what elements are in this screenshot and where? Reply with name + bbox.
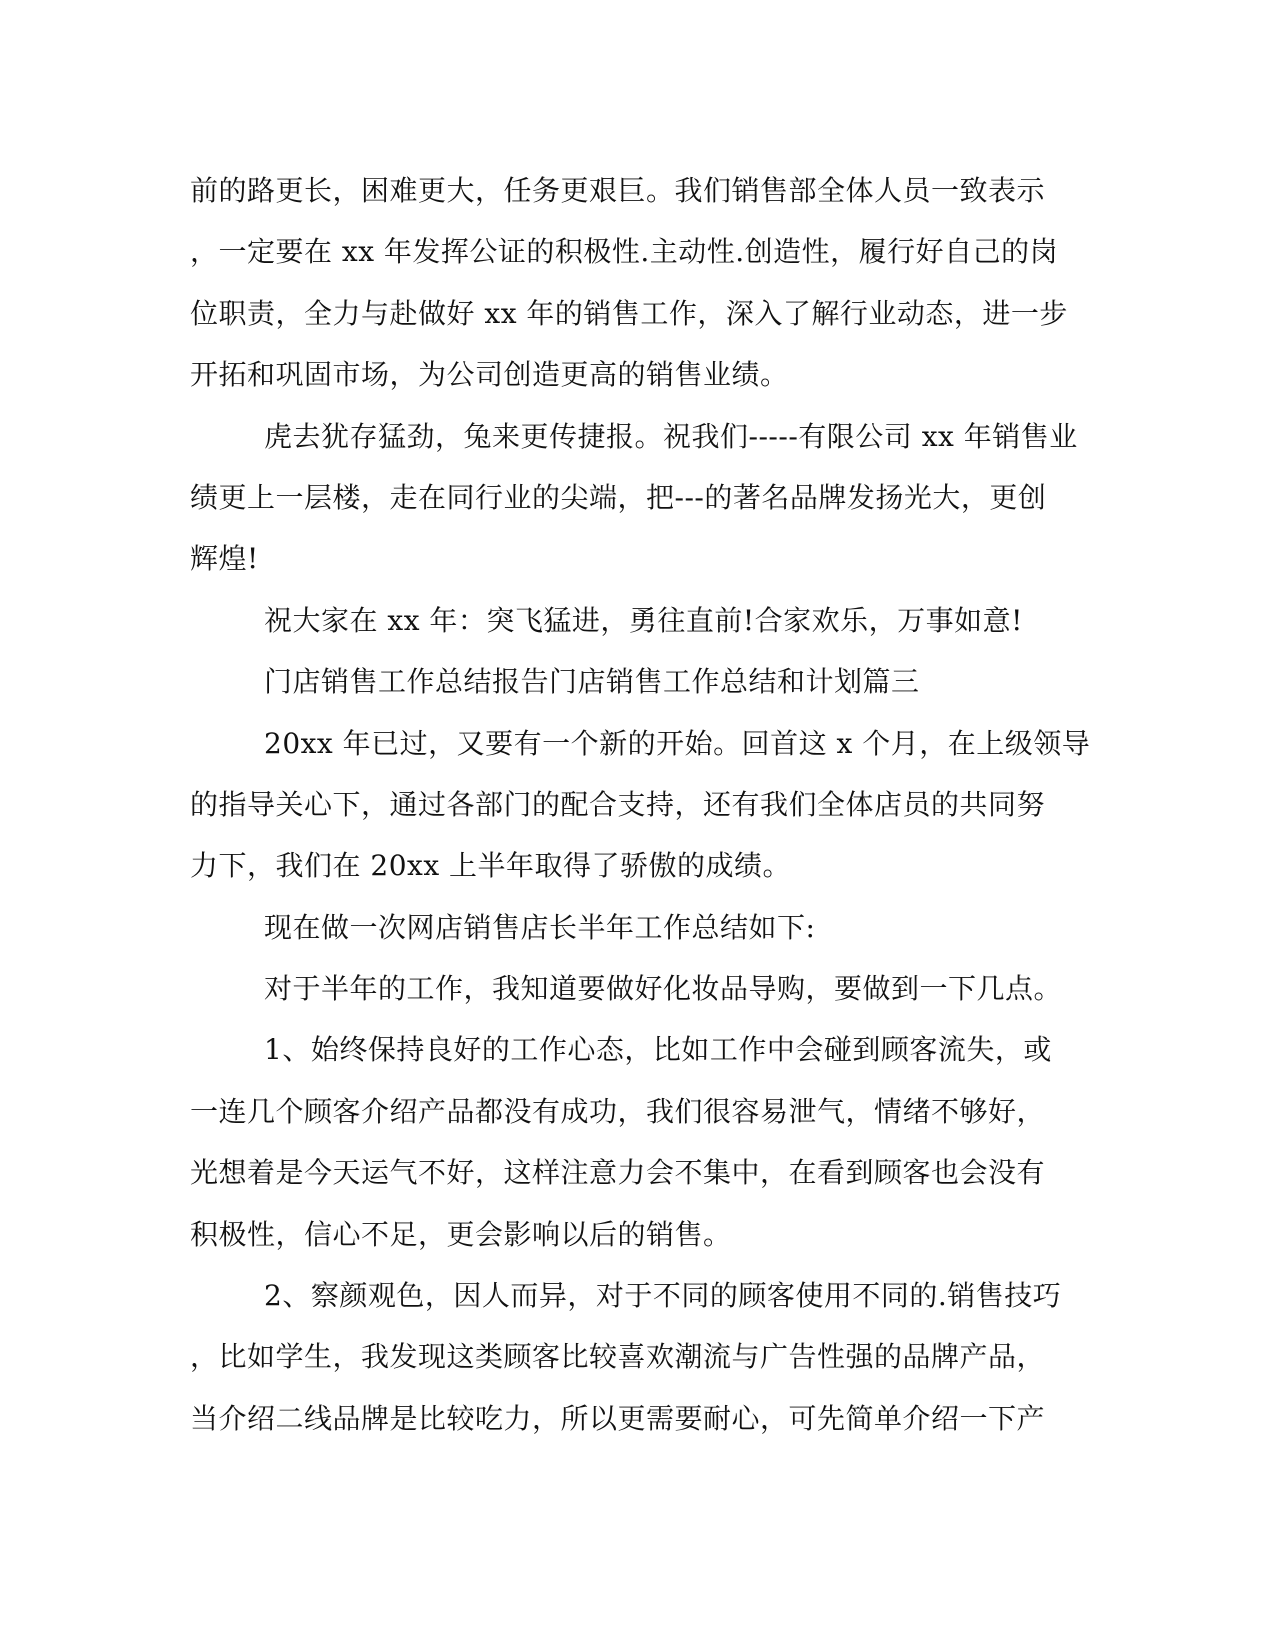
text-line: 2、察颜观色，因人而异，对于不同的顾客使用不同的.销售技巧 xyxy=(264,1279,1062,1313)
text-line: 对于半年的工作，我知道要做好化妆品导购，要做到一下几点。 xyxy=(264,972,1063,1006)
text-line: 当介绍二线品牌是比较吃力，所以更需要耐心，可先简单介绍一下产 xyxy=(190,1401,1046,1435)
section-heading: 门店销售工作总结报告门店销售工作总结和计划篇三 xyxy=(264,665,920,699)
text-line: 祝大家在 xx 年：突飞猛进，勇往直前!合家欢乐，万事如意! xyxy=(264,603,1023,637)
text-line: ，比如学生，我发现这类顾客比较喜欢潮流与广告性强的品牌产品， xyxy=(190,1340,1046,1374)
text-line: 光想着是今天运气不好，这样注意力会不集中，在看到顾客也会没有 xyxy=(190,1156,1046,1190)
text-line: 绩更上一层楼，走在同行业的尖端，把---的著名品牌发扬光大，更创 xyxy=(190,480,1047,514)
text-line: 一连几个顾客介绍产品都没有成功，我们很容易泄气，情绪不够好， xyxy=(190,1094,1046,1128)
text-line: 现在做一次网店销售店长半年工作总结如下: xyxy=(264,910,816,944)
text-line: 虎去犹存猛劲，兔来更传捷报。祝我们-----有限公司 xx 年销售业 xyxy=(264,419,1078,453)
document-body xyxy=(190,160,1090,1449)
text-line: 积极性，信心不足，更会影响以后的销售。 xyxy=(190,1217,732,1251)
text-line: 前的路更长，困难更大，任务更艰巨。我们销售部全体人员一致表示 xyxy=(190,174,1046,207)
text-line: 力下，我们在 20xx 上半年取得了骄傲的成绩。 xyxy=(190,849,792,883)
text-line: 20xx 年已过，又要有一个新的开始。回首这 x 个月，在上级领导 xyxy=(264,726,1091,760)
text-line: ，一定要在 xx 年发挥公证的积极性.主动性.创造性，履行好自己的岗 xyxy=(190,235,1059,269)
text-line: 位职责，全力与赴做好 xx 年的销售工作，深入了解行业动态，进一步 xyxy=(190,296,1068,330)
text-line: 1、始终保持良好的工作心态，比如工作中会碰到顾客流失，或 xyxy=(264,1033,1052,1067)
text-line: 开拓和巩固市场，为公司创造更高的销售业绩。 xyxy=(190,358,789,392)
text-line: 的指导关心下，通过各部门的配合支持，还有我们全体店员的共同努 xyxy=(190,787,1046,821)
text-line: 辉煌! xyxy=(190,542,259,576)
